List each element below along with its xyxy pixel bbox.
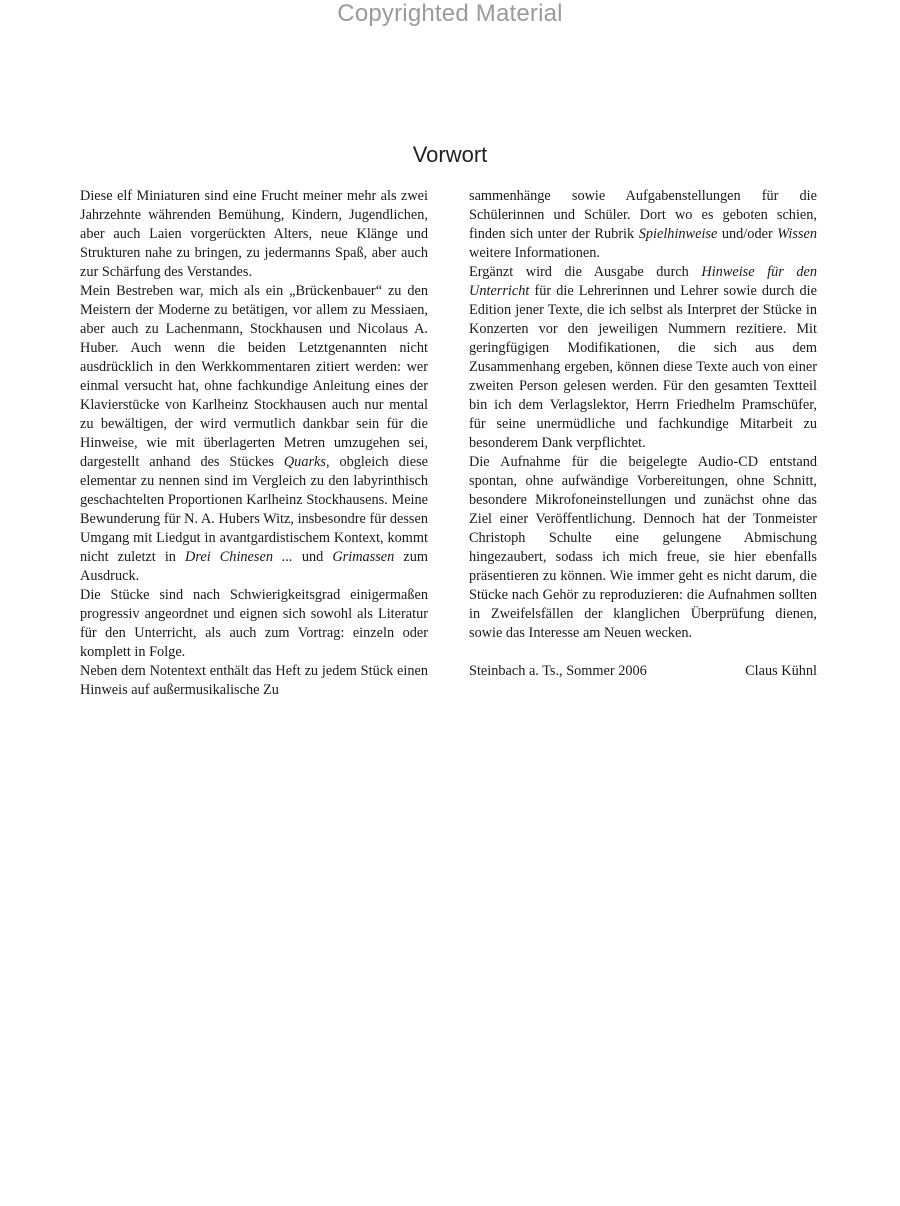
title-hinweise-unterricht: Hinweise für den Unterricht — [469, 264, 817, 299]
author-name: Claus Kühnl — [745, 663, 817, 679]
rubric-wissen: Wissen — [777, 226, 817, 242]
text-column-right — [469, 187, 817, 681]
copyright-watermark: Copyrighted Material — [337, 0, 563, 27]
signature-line — [469, 662, 817, 681]
paragraph-notentext: Neben dem Notentext enthält das Heft zu jedem Stück einen Hinweis auf außermusikalische Zu — [80, 663, 428, 698]
work-title-grimassen: Grimassen — [332, 549, 395, 565]
work-title-quarks: Quarks — [283, 454, 326, 470]
work-title-drei-chinesen: Drei Chinesen ... — [185, 549, 293, 565]
paragraph-schwierigkeitsgrad: Die Stücke sind nach Schwierigkeitsgrad einigermaßen progressiv angeordnet und eignen sich sowohl als Literatur für den Unterricht, als auch zum Vortrag: einzeln oder komplett in Folge. — [80, 587, 428, 660]
page-title: Vorwort — [412, 142, 488, 167]
place-date: Steinbach a. Ts., Sommer 2006 — [469, 663, 647, 679]
rubric-spielhinweise: Spielhinweise — [638, 226, 718, 242]
text-column-left — [80, 187, 428, 700]
paragraph-intro: Diese elf Miniaturen sind eine Frucht meiner mehr als zwei Jahrzehnte währenden Bemühung, Kindern, Jugendlichen, aber auch Laien vorgerückten Alters, neue Klänge und Strukturen nahe zu bringen, zu jedermanns Spaß, aber auch zur Schärfung des Verstandes. — [80, 188, 428, 280]
paragraph-ausgabe: Ergänzt wird die Ausgabe durch Hinweise für den Unterricht für die Lehrerinnen und Lehrer sowie durch die Edition jener Texte, die ich selbst als Interpret der Stücke in Konzerten vor den jeweiligen Nummern rezitiere. Mit geringfügigen Modifikationen, die sich aus dem Zusammenhang ergeben, können diese Texte auch von einer zweiten Person gelesen werden. Für den gesamten Textteil bin ich dem Verlagslektor, Herrn Friedhelm Pramschüfer, für seine unermüdliche und fachkundige Mitarbeit zu besonderem Dank verpflichtet. — [469, 264, 817, 451]
paragraph-brueckenbauer: Mein Bestreben war, mich als ein „Brückenbauer“ zu den Meistern der Moderne zu betätigen, vor allem zu Messiaen, aber auch zu Lachenmann, Stockhausen und Nicolaus A. Huber. Auch wenn die beiden Letztgenannten nicht ausdrücklich in den Werkkommentaren zitiert werden: wer einmal versucht hat, ohne fachkundige Anleitung eines der Klavierstücke von Karlheinz Stockhausen auch nur mental zu bewältigen, der wird vermutlich dankbar sein für die Hinweise, wie mit überlagerten Metren umzugehen sei, dargestellt anhand des Stückes Quarks, obgleich diese elementar zu nennen sind im Vergleich zu den labyrinthisch geschachtelten Proportionen Karlheinz Stockhausens. Meine Bewunderung für N. A. Hubers Witz, insbesondre für dessen Umgang mit Liedgut in avantgardistischem Kontext, kommt nicht zuletzt in Drei Chinesen ... und Grimassen zum Ausdruck. — [80, 283, 428, 584]
paragraph-audio-cd: Die Aufnahme für die beigelegte Audio-CD entstand spontan, ohne aufwändige Vorbereitungen, ohne Schnitt, besondere Mikrofoneinstellungen und zunächst ohne das Ziel einer Veröffentlichung. Dennoch hat der Tonmeister Christoph Schulte eine gelungene Abmischung hingezaubert, sodass ich mich freue, sie hier ebenfalls präsentieren zu können. Wie immer geht es nicht darum, die Stücke nach Gehör zu reproduzieren: die Aufnahmen sollten in Zweifelsfällen der klanglichen Überprüfung dienen, sowie das Interesse am Neuen wecken. — [469, 454, 817, 641]
paragraph-zusammenhaenge: sammenhänge sowie Aufgabenstellungen für die Schülerinnen und Schüler. Dort wo es geboten schien, finden sich unter der Rubrik Spielhinweise und/oder Wissen weitere Informationen. — [469, 188, 817, 261]
